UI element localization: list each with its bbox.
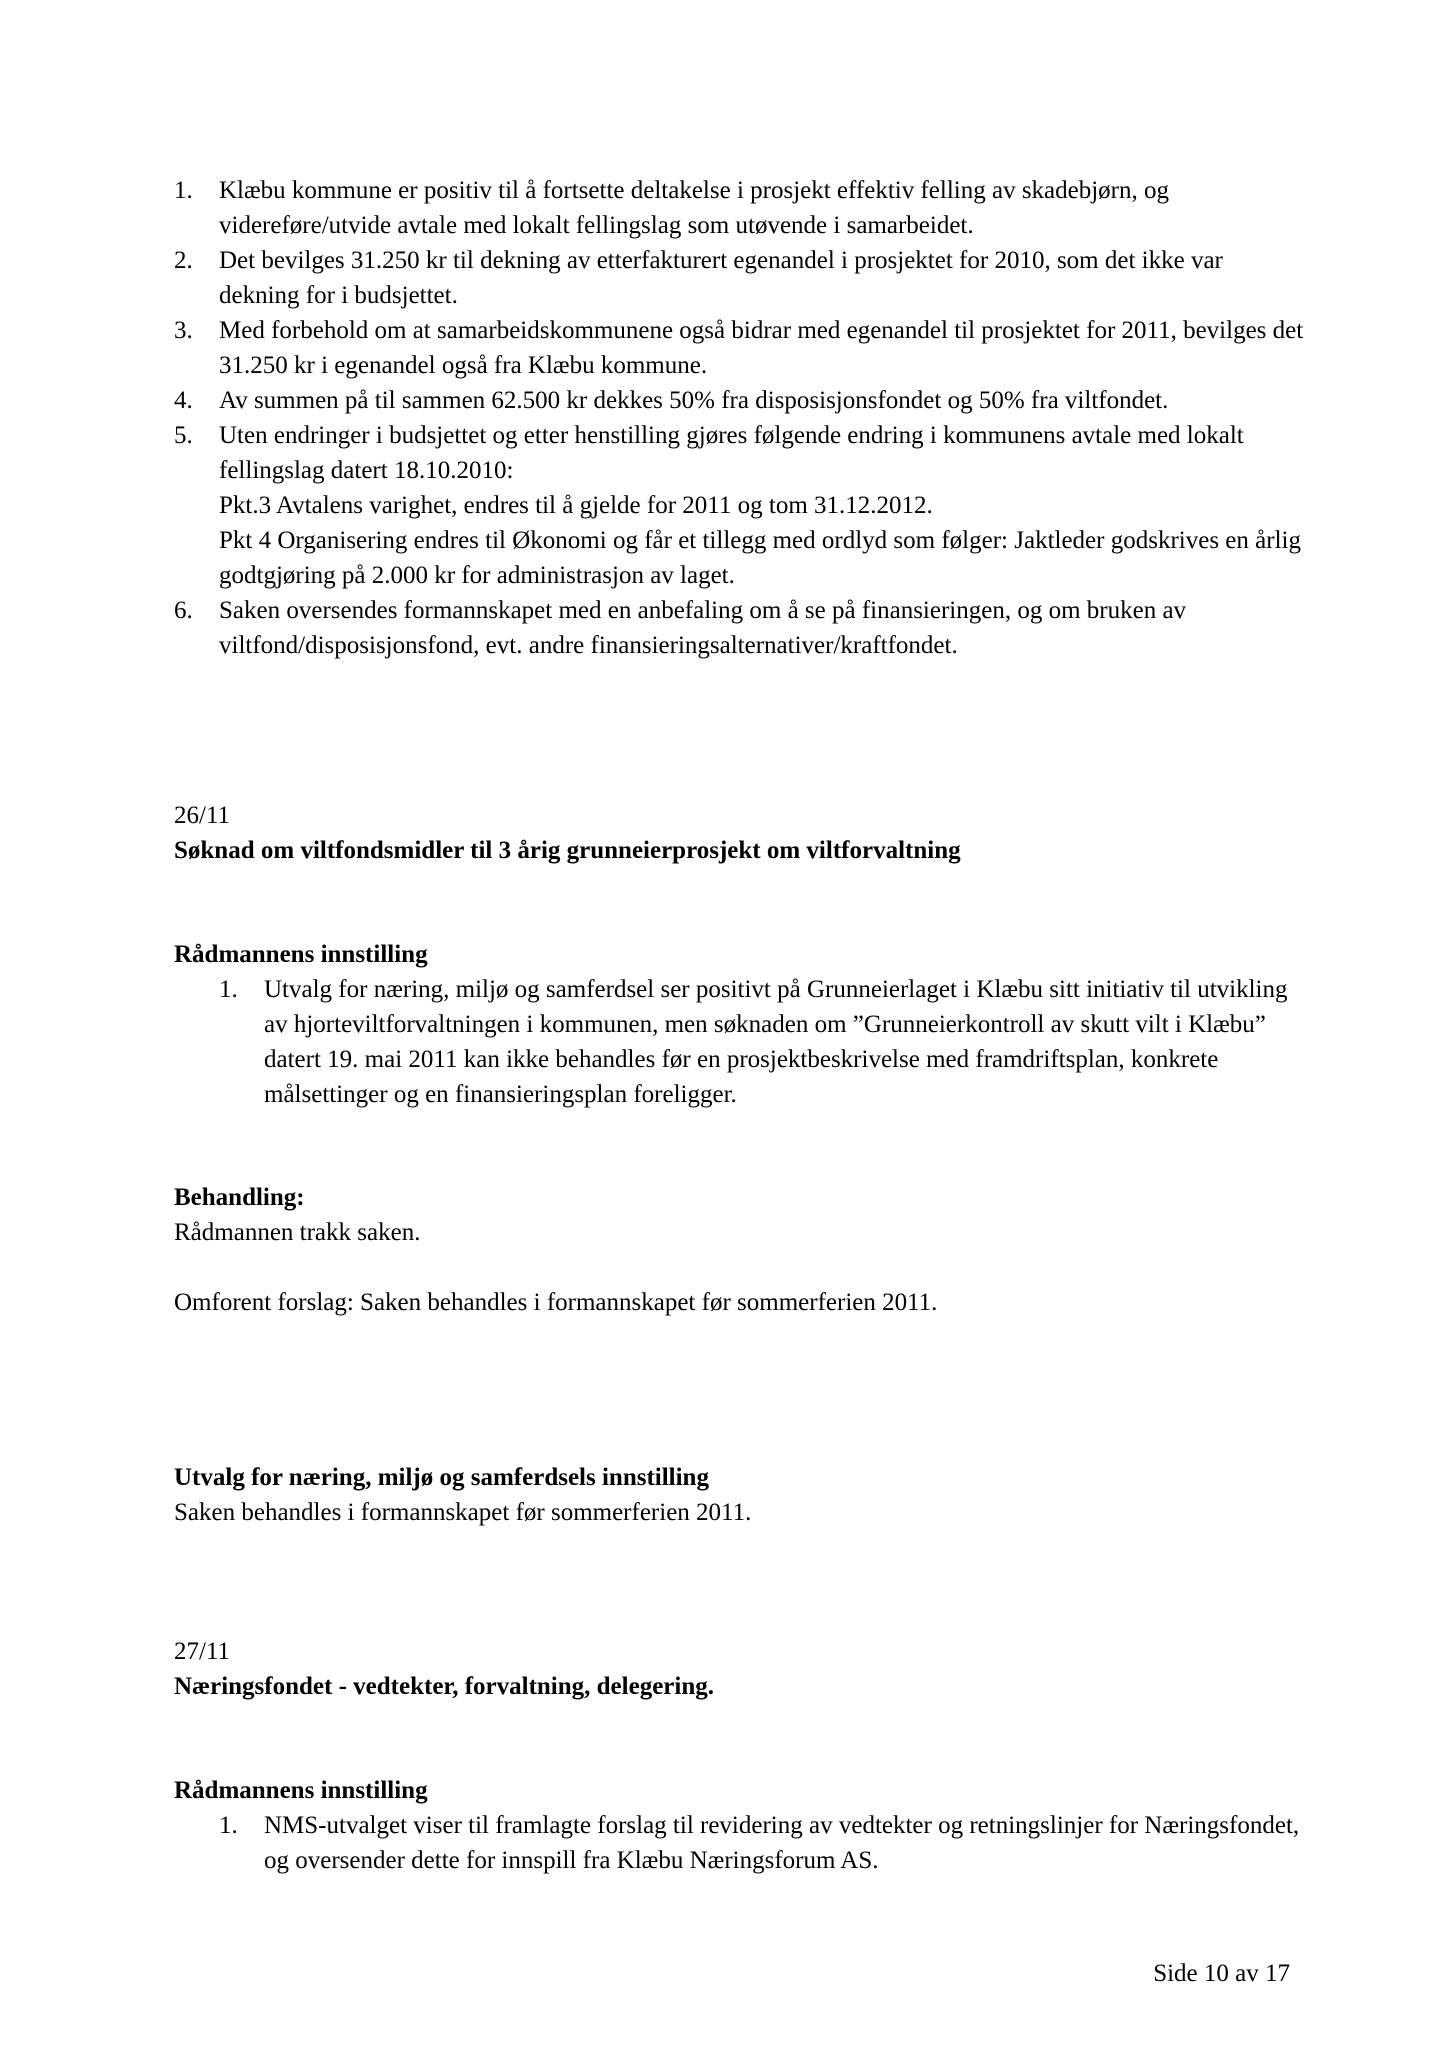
proposal-text: Omforent forslag: Saken behandles i formannskapet før sommerferien 2011. — [174, 1289, 938, 1316]
list-number: 1. — [174, 177, 193, 204]
committee-text: Saken behandles i formannskapet før sommerferien 2011. — [174, 1499, 752, 1526]
case-26-header — [174, 798, 1304, 868]
decision-list — [174, 173, 1304, 663]
case-27-header — [174, 1634, 1304, 1704]
list-number: 1. — [219, 976, 238, 1003]
list-text: Av summen på til sammen 62.500 kr dekkes 50% fra disposisjonsfondet og 50% fra viltfondet. — [219, 387, 1169, 414]
list-subline: Pkt.3 Avtalens varighet, endres til å gjelde for 2011 og tom 31.12.2012. — [219, 492, 933, 519]
list-text: Klæbu kommune er positiv til å fortsette deltakelse i prosjekt effektiv felling av skadebjørn, og videreføre/utvide avtale med lokalt fellingslag som utøvende i samarbeidet. — [219, 177, 1170, 239]
list-text: Det bevilges 31.250 kr til dekning av etterfakturert egenandel i prosjektet for 2010, som det ikke var dekning for i budsjettet. — [219, 247, 1223, 309]
list-item — [174, 593, 1304, 663]
list-text: Utvalg for næring, miljø og samferdsel ser positivt på Grunneierlaget i Klæbu sitt initiativ til utvikling av hjorteviltforvaltningen i kommunen, men søknaden om ”Grunneierkontroll av skutt vilt i Klæbu” datert 19. mai 2011 kan ikke behandles før en prosjektbeskrivelse med framdriftsplan, konkrete målsettinger og en finansieringsplan foreligger. — [264, 976, 1288, 1108]
case-26-proposal — [174, 1285, 1304, 1320]
recommendation-heading: Rådmannens innstilling — [174, 1777, 428, 1804]
committee-heading: Utvalg for næring, miljø og samferdsels innstilling — [174, 1464, 709, 1491]
list-text: Med forbehold om at samarbeidskommunene også bidrar med egenandel til prosjektet for 2011, bevilges det 31.250 kr i egenandel også fra Klæbu kommune. — [219, 317, 1304, 379]
list-text: Uten endringer i budsjettet og etter henstilling gjøres følgende endring i kommunens avtale med lokalt fellingslag datert 18.10.2010: — [219, 422, 1244, 484]
list-text: Saken oversendes formannskapet med en anbefaling om å se på finansieringen, og om bruken av viltfond/disposisjonsfond, evt. andre finansieringsalternativer/kraftfondet. — [219, 597, 1187, 659]
case-title: Søknad om viltfondsmidler til 3 årig grunneierprosjekt om viltforvaltning — [174, 837, 961, 864]
treatment-text: Rådmannen trakk saken. — [174, 1219, 421, 1246]
case-number: 27/11 — [174, 1638, 231, 1665]
recommendation-heading: Rådmannens innstilling — [174, 941, 428, 968]
list-number: 2. — [174, 247, 193, 274]
list-item — [174, 173, 1304, 243]
case-26-recommendation — [174, 937, 1304, 1112]
list-item — [174, 972, 1304, 1112]
case-27-recommendation — [174, 1773, 1304, 1878]
case-26-treatment — [174, 1180, 1304, 1250]
treatment-heading: Behandling: — [174, 1184, 305, 1211]
list-number: 1. — [219, 1812, 238, 1839]
case-number: 26/11 — [174, 802, 231, 829]
list-item — [174, 383, 1304, 418]
list-number: 6. — [174, 597, 193, 624]
list-number: 4. — [174, 387, 193, 414]
list-number: 3. — [174, 317, 193, 344]
list-number: 5. — [174, 422, 193, 449]
list-item — [174, 313, 1304, 383]
list-item — [174, 418, 1304, 593]
list-subline: Pkt 4 Organisering endres til Økonomi og får et tillegg med ordlyd som følger: Jaktleder godskrives en årlig godtgjøring på 2.000 kr for administrasjon av laget. — [219, 527, 1301, 589]
case-26-committee — [174, 1460, 1304, 1530]
list-text: NMS-utvalget viser til framlagte forslag til revidering av vedtekter og retningslinjer for Næringsfondet, og oversender dette for innspill fra Klæbu Næringsforum AS. — [264, 1812, 1300, 1874]
list-item — [174, 243, 1304, 313]
case-title: Næringsfondet - vedtekter, forvaltning, delegering. — [174, 1673, 714, 1700]
list-item — [174, 1808, 1304, 1878]
page-number: Side 10 av 17 — [1153, 1960, 1290, 1987]
